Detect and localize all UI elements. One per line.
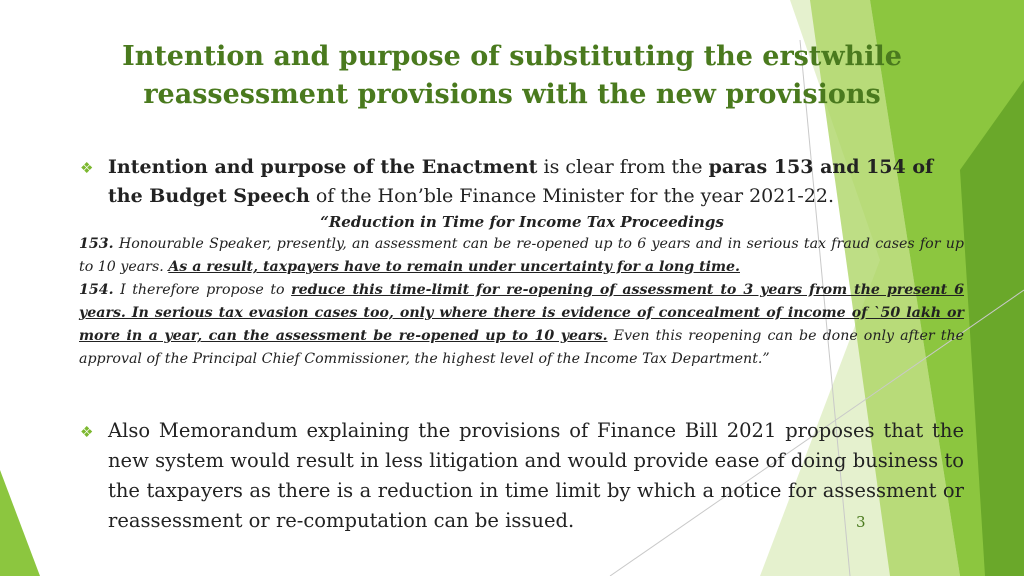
para-154-text-1: I therefore propose to: [113, 282, 292, 298]
diamond-bullet-icon: ❖: [80, 159, 94, 177]
para-154-underlined: reduce this time-limit for re-opening of assessment to 3 years from the present 6 years. In serious tax evasion cases too, only where there is evidence of concealment of income of `50 lakh or more in a year, can the assessment be re-opened up to 10 years.: [79, 282, 964, 344]
para-153-number: 153.: [79, 236, 114, 252]
diamond-bullet-icon: ❖: [80, 423, 94, 441]
para1-text-1: is clear from the: [537, 156, 709, 178]
slide-title: Intention and purpose of substituting the erstwhile reassessment provisions with the new provisions: [122, 41, 902, 110]
para1-bold-paras: paras 153 and 154 of the Budget Speech: [108, 156, 934, 207]
para1-bold-intro: Intention and purpose of the Enactment: [108, 156, 538, 178]
budget-speech-quote: [79, 233, 964, 371]
para-153-text: Honourable Speaker, presently, an assessment can be re-opened up to 6 years and in serious tax fraud cases for up to 10 years.: [79, 236, 964, 275]
para1-text-2: of the Hon’ble Finance Minister for the year 2021-22.: [309, 185, 835, 207]
paragraph-enactment: [108, 153, 964, 211]
page-number: 3: [856, 513, 866, 531]
para-154-number: 154.: [79, 282, 114, 298]
para-153-underlined: As a result, taxpayers have to remain under uncertainty for a long time.: [168, 259, 740, 275]
paragraph-memorandum: Also Memorandum explaining the provisions of Finance Bill 2021 proposes that the new system would result in less litigation and would provide ease of doing business to the taxpayers as there is a reduction in time limit by which a notice for assessment or reassessment or re-computation can be issued.: [108, 419, 964, 532]
quote-heading: “Reduction in Time for Income Tax Proceedings: [320, 213, 724, 231]
para-154-text-2: Even this reopening can be done only after the approval of the Principal Chief Commissioner, the highest level of the Income Tax Department.”: [79, 328, 964, 367]
